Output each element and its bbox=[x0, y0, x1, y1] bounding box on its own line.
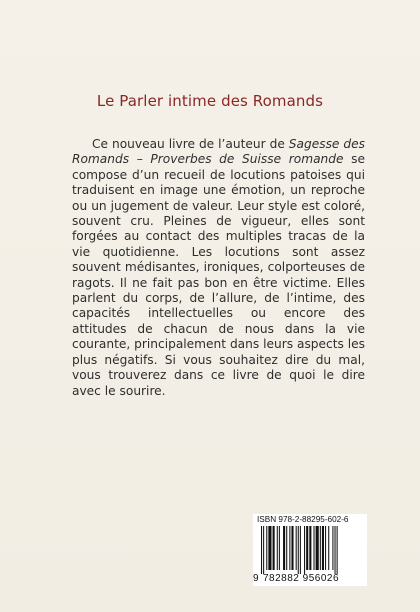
blurb-text-intro: Ce nouveau livre de l’auteur de bbox=[92, 137, 289, 151]
book-title: Le Parler intime des Romands bbox=[96, 92, 324, 110]
barcode-bar bbox=[286, 526, 287, 570]
barcode-bar bbox=[277, 526, 278, 570]
barcode-bar bbox=[296, 526, 297, 570]
barcode-bar bbox=[268, 526, 271, 570]
barcode-bar bbox=[289, 526, 290, 570]
barcode-bar bbox=[337, 526, 338, 574]
barcode-bar bbox=[328, 526, 329, 570]
barcode-bar bbox=[298, 526, 299, 574]
ean-first-digit: 9 bbox=[253, 573, 259, 584]
barcode-bar bbox=[309, 526, 311, 570]
barcode-bar bbox=[283, 526, 285, 570]
barcode-bar bbox=[291, 526, 293, 570]
barcode-bar bbox=[300, 526, 301, 574]
barcode-bar bbox=[314, 526, 315, 570]
barcode-bar bbox=[263, 526, 264, 574]
blurb-previous-book-title: Sagesse des Romands – Proverbes de Suisse romande bbox=[72, 137, 365, 167]
barcode-bar bbox=[304, 526, 305, 574]
barcode-bars bbox=[257, 526, 363, 574]
barcode-bar bbox=[325, 526, 326, 570]
barcode-bar bbox=[322, 526, 324, 570]
barcode-bar bbox=[316, 526, 319, 570]
ean-digits: 782882 956026 bbox=[263, 573, 340, 584]
isbn-number: ISBN 978-2-88295-602-6 bbox=[257, 515, 349, 524]
barcode-bar bbox=[335, 526, 336, 574]
barcode-bar bbox=[279, 526, 280, 570]
back-cover-blurb bbox=[72, 137, 365, 399]
isbn-barcode bbox=[253, 514, 367, 586]
barcode-bar bbox=[261, 526, 262, 574]
blurb-text-body: se compose d’un recueil de locutions patoises qui traduisent en image une émotion, un reproche ou un jugement de valeur. Leur style est coloré, souvent cru. Pleines de vigueur, elles sont forgées au contact des multiples tracas de la vie quotidienne. Les locutions sont assez souvent médisantes, ironiques, colporteuses de ragots. Il ne fait pas bon en être victime. Elles parlent du corps, de l’allure, de l’intime, des capacités intellectuelles ou encore des attitudes de chacun de nous dans la vie courante, principalement dans leurs aspects les plus négatifs. Si vous souhaitez dire du mal, vous trouverez dans ce livre de quoi le dire avec le sourire. bbox=[72, 152, 365, 398]
barcode-bar bbox=[332, 526, 333, 570]
barcode-bar bbox=[266, 526, 267, 570]
barcode-bar bbox=[320, 526, 321, 570]
barcode-bar bbox=[306, 526, 308, 570]
barcode-bar bbox=[273, 526, 275, 570]
